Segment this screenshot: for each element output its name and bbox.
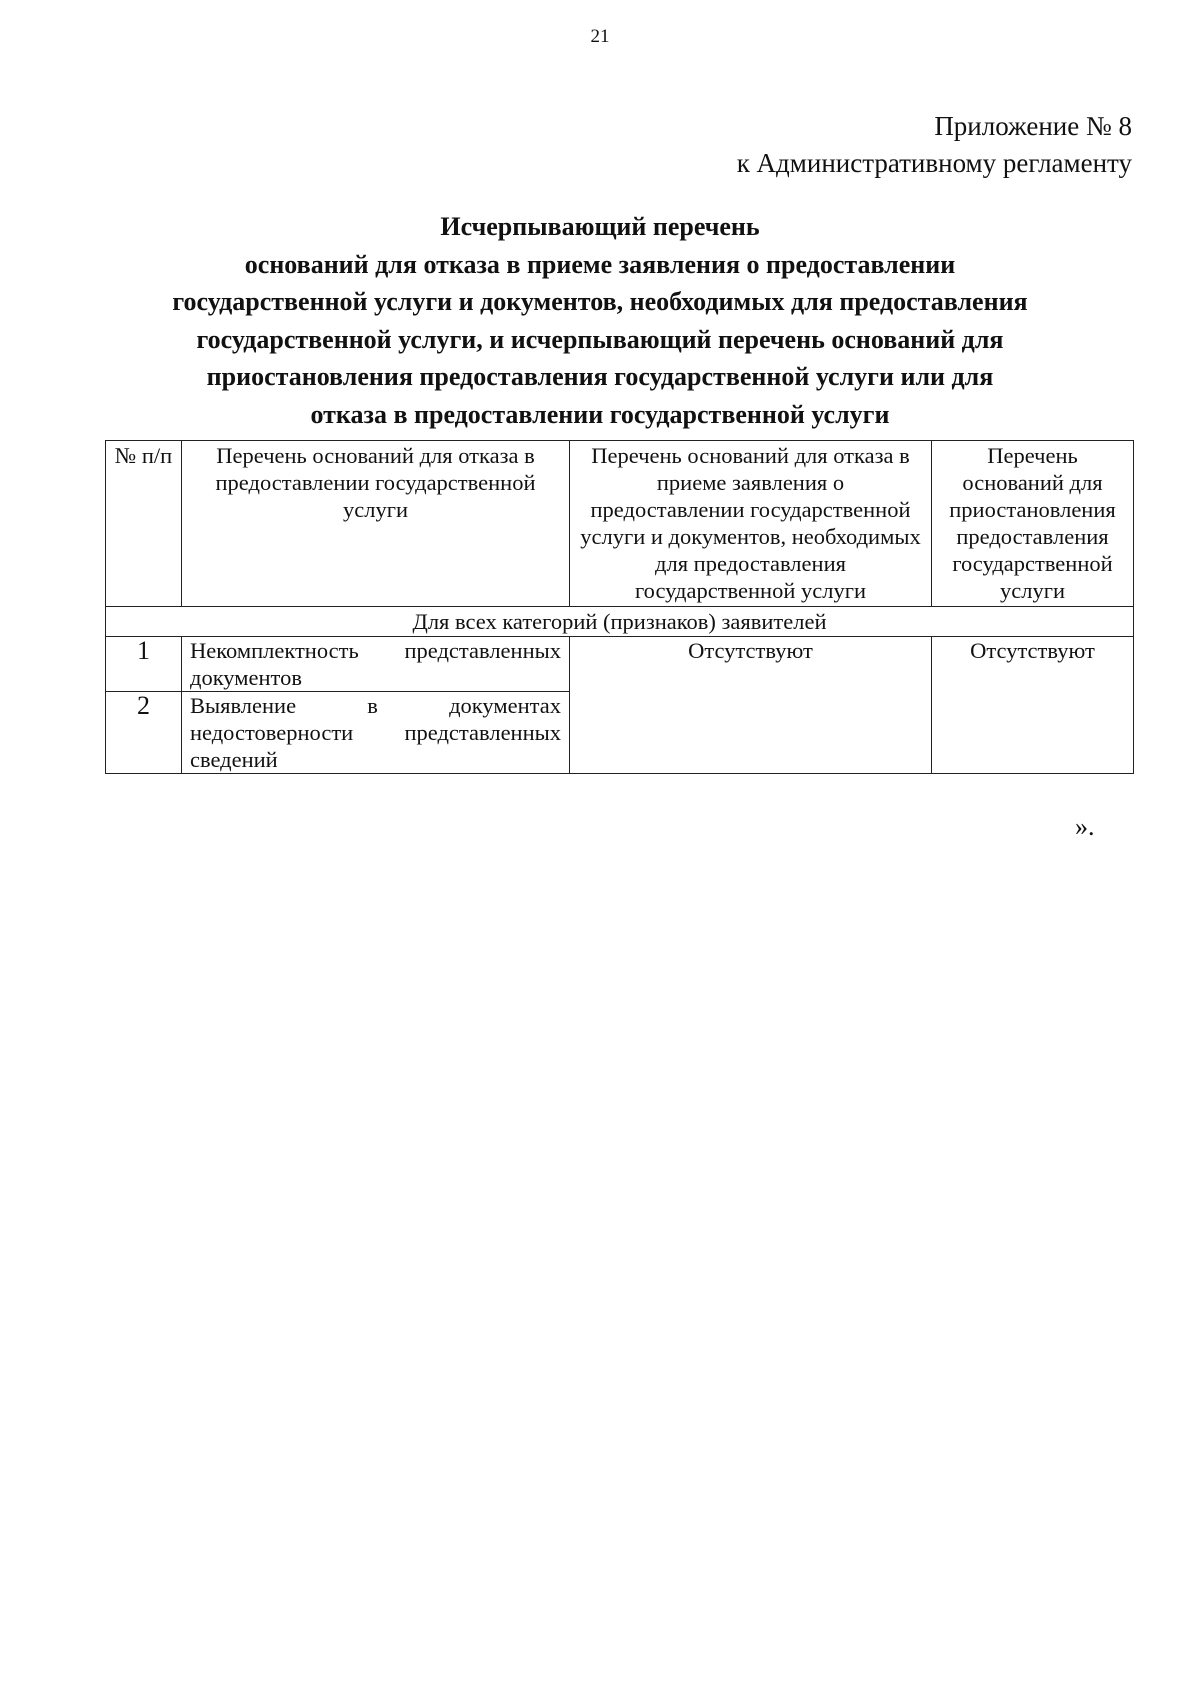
suspension-cell: Отсутствуют xyxy=(932,637,1134,774)
row-number: 1 xyxy=(106,637,182,692)
title-line: государственной услуги и документов, необходимых для предоставления xyxy=(172,287,1028,317)
title-line: приостановления предоставления государственной услуги или для xyxy=(206,362,994,392)
table-row xyxy=(106,637,1134,692)
header-suspension-grounds: Перечень оснований для приостановления предоставления государственной услуги xyxy=(932,441,1134,607)
document-title xyxy=(90,208,1110,434)
grounds-table xyxy=(105,440,1134,774)
closing-quote-mark: ». xyxy=(1075,812,1095,841)
table-header-row xyxy=(106,441,1134,607)
refusal-ground-cell: Выявление в документах недостоверности представленных сведений xyxy=(182,692,570,774)
header-reception-refusal-grounds: Перечень оснований для отказа в приеме заявления о предоставлении государственной услуги и документов, необходимых для предоставления государственной услуги xyxy=(570,441,932,607)
reception-refusal-cell: Отсутствуют xyxy=(570,637,932,774)
title-line: оснований для отказа в приеме заявления о предоставлении xyxy=(244,249,956,279)
appendix-reference: к Административному регламенту xyxy=(736,148,1132,178)
page-number: 21 xyxy=(590,26,610,47)
appendix-number: Приложение № 8 xyxy=(934,111,1132,141)
row-number: 2 xyxy=(106,692,182,774)
header-number: № п/п xyxy=(106,441,182,607)
appendix-heading xyxy=(737,108,1132,182)
title-line: Исчерпывающий перечень xyxy=(440,212,760,241)
title-line: государственной услуги, и исчерпывающий перечень оснований для xyxy=(196,324,1004,354)
refusal-ground-cell: Некомплектность представленных документов xyxy=(182,637,570,692)
title-line: отказа в предоставлении государственной услуги xyxy=(310,399,890,429)
group-label: Для всех категорий (признаков) заявителей xyxy=(106,607,1134,637)
group-row xyxy=(106,607,1134,637)
header-refusal-grounds: Перечень оснований для отказа в предоставлении государственной услуги xyxy=(182,441,570,607)
